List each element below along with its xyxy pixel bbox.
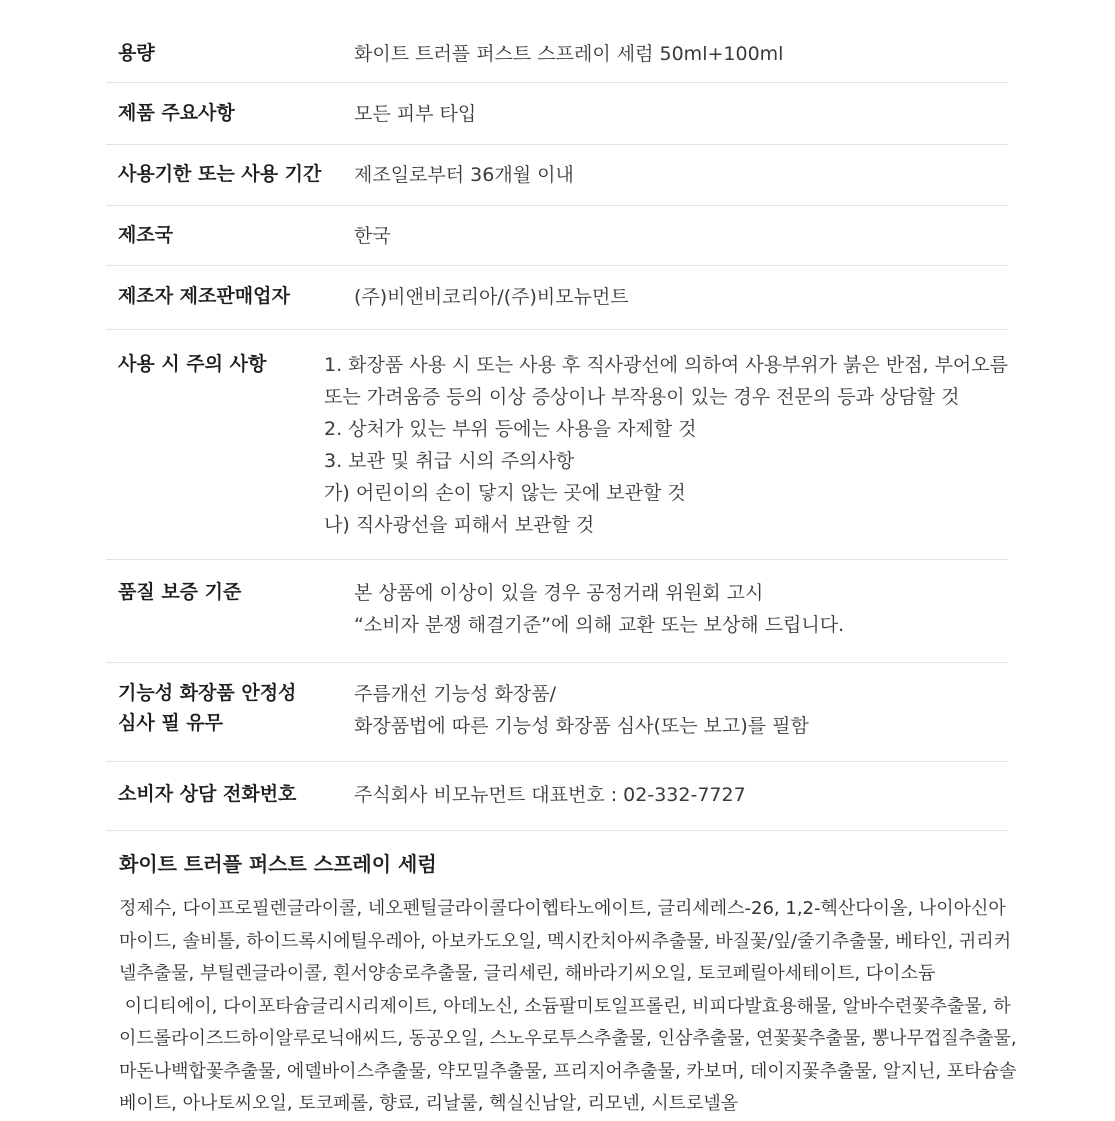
ingredients-line: 마돈나백합꽃추출물, 에델바이스추출물, 약모밀추출물, 프리지어추출물, 카보머, 데이지꽃추출물, 알지닌, 포타슘솔 bbox=[119, 1060, 1017, 1082]
value-line: (주)비앤비코리아/(주)비모뉴먼트 bbox=[354, 286, 629, 308]
row-precautions bbox=[106, 330, 1008, 560]
ingredients-line: 이디티에이, 다이포타슘글리시리제이트, 아데노신, 소듐팔미토일프롤린, 비피다발효용해물, 알바수련꽃추출물, 하 bbox=[119, 995, 1011, 1017]
row-label bbox=[106, 98, 342, 144]
value-line: 본 상품에 이상이 있을 경우 공정거래 위원회 고시 bbox=[354, 582, 764, 604]
value-line: 한국 bbox=[354, 225, 391, 247]
label-line: 제조자 제조판매업자 bbox=[118, 285, 290, 307]
label-line: 제품 주요사항 bbox=[118, 102, 235, 124]
row-label bbox=[106, 577, 342, 662]
value-line: 주름개선 기능성 화장품/ bbox=[354, 683, 557, 705]
value-line: 제조일로부터 36개월 이내 bbox=[354, 164, 574, 186]
ingredients-list bbox=[119, 893, 1019, 1121]
ingredients-line: 넬추출물, 부틸렌글라이콜, 흰서양송로추출물, 글리세린, 해바라기씨오일, 토코페릴아세테이트, 다이소듐 bbox=[119, 963, 936, 984]
row-label bbox=[106, 220, 342, 265]
label-line: 사용 시 주의 사항 bbox=[118, 353, 267, 375]
ingredients-section bbox=[119, 848, 1019, 1121]
ingredients-line: 베이트, 아나토씨오일, 토코페롤, 향료, 리날룰, 헥실신남알, 리모넨, 시트로넬올 bbox=[119, 1093, 739, 1114]
value-line: 가) 어린이의 손이 닿지 않는 곳에 보관할 것 bbox=[324, 482, 686, 504]
label-line: 품질 보증 기준 bbox=[118, 581, 242, 603]
label-line: 용량 bbox=[118, 42, 155, 64]
row-value bbox=[342, 220, 1008, 265]
row-consumer-phone bbox=[106, 762, 1008, 831]
product-info-table bbox=[106, 22, 1008, 831]
ingredients-line: 이드롤라이즈드하이알루로닉애씨드, 동공오일, 스노우로투스추출물, 인삼추출물, 연꽃꽃추출물, 뽕나무껍질추출물, bbox=[119, 1028, 1017, 1049]
row-value bbox=[342, 577, 1008, 662]
row-functional-review bbox=[106, 663, 1008, 762]
value-line: 또는 가려움증 등의 이상 증상이나 부작용이 있는 경우 전문의 등과 상담할 것 bbox=[324, 386, 960, 408]
row-country bbox=[106, 206, 1008, 266]
ingredients-title: 화이트 트러플 퍼스트 스프레이 세럼 bbox=[119, 852, 437, 876]
ingredients-line: 정제수, 다이프로필렌글라이콜, 네오펜틸글라이콜다이헵타노에이트, 글리세레스-26, 1,2-헥산다이올, 나이아신아 bbox=[119, 898, 1006, 919]
ingredients-line: 마이드, 솔비톨, 하이드록시에틸우레아, 아보카도오일, 멕시칸치아씨추출물, 바질꽃/잎/줄기추출물, 베타인, 귀리커 bbox=[119, 930, 1012, 952]
value-line: 화이트 트러플 퍼스트 스프레이 세럼 50ml+100ml bbox=[354, 43, 784, 65]
label-line: 기능성 화장품 안정성 bbox=[118, 682, 297, 704]
value-line: 나) 직사광선을 피해서 보관할 것 bbox=[324, 514, 595, 536]
value-line: 모든 피부 타입 bbox=[354, 103, 477, 125]
row-expiry bbox=[106, 145, 1008, 206]
row-label bbox=[106, 678, 342, 761]
row-value bbox=[342, 678, 1008, 761]
value-line: 3. 보관 및 취급 시의 주의사항 bbox=[324, 450, 575, 472]
row-value bbox=[342, 159, 1008, 205]
row-label bbox=[106, 349, 312, 559]
value-line: “소비자 분쟁 해결기준”에 의해 교환 또는 보상해 드립니다. bbox=[354, 614, 845, 636]
row-value bbox=[342, 98, 1008, 144]
row-capacity bbox=[106, 22, 1008, 83]
label-line: 사용기한 또는 사용 기간 bbox=[118, 163, 322, 185]
row-label bbox=[106, 281, 342, 329]
row-value bbox=[342, 779, 1008, 830]
row-label bbox=[106, 779, 342, 830]
value-line: 화장품법에 따른 기능성 화장품 심사(또는 보고)를 필함 bbox=[354, 715, 809, 737]
row-manufacturer bbox=[106, 266, 1008, 330]
row-value bbox=[342, 281, 1008, 329]
row-product-notes bbox=[106, 83, 1008, 145]
label-line: 심사 필 유무 bbox=[118, 712, 223, 734]
label-line: 제조국 bbox=[118, 224, 174, 246]
row-label bbox=[106, 38, 342, 82]
value-line: 2. 상처가 있는 부위 등에는 사용을 자제할 것 bbox=[324, 418, 697, 440]
row-quality-standard bbox=[106, 560, 1008, 663]
row-label bbox=[106, 159, 342, 205]
row-value bbox=[312, 349, 1008, 559]
value-line: 주식회사 비모뉴먼트 대표번호 : 02-332-7727 bbox=[354, 784, 746, 806]
row-value bbox=[342, 38, 1008, 82]
value-line: 1. 화장품 사용 시 또는 사용 후 직사광선에 의하여 사용부위가 붉은 반점, 부어오름 bbox=[324, 354, 1008, 376]
label-line: 소비자 상담 전화번호 bbox=[118, 783, 297, 805]
